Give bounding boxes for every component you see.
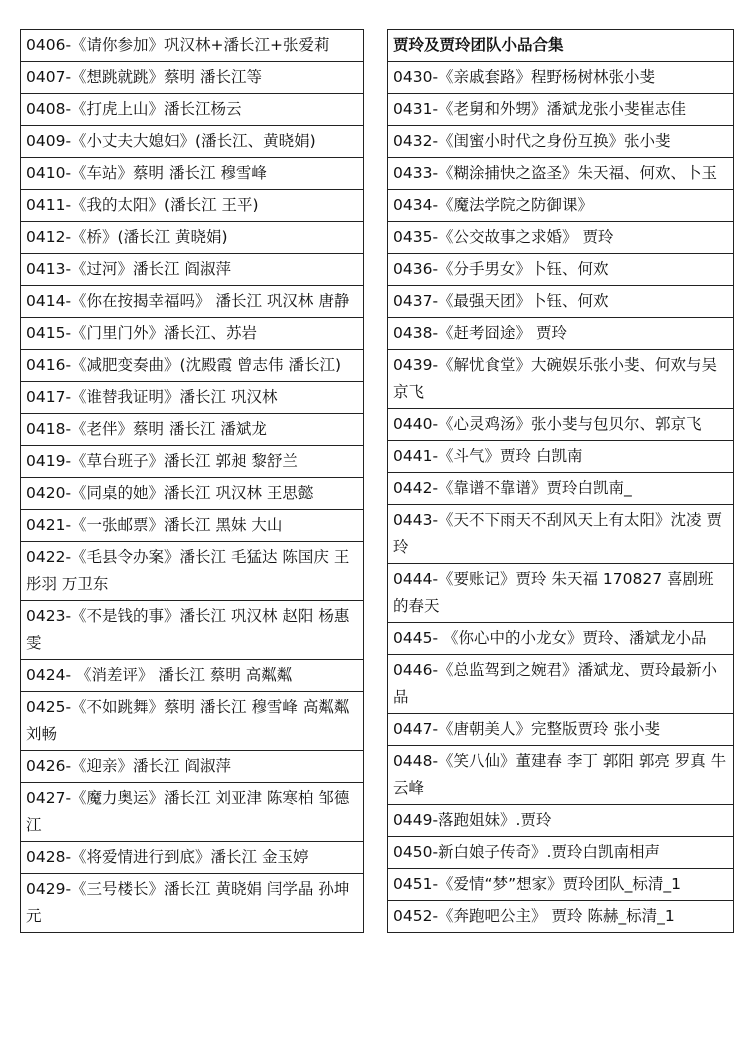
table-row — [388, 714, 734, 746]
list-item: 0436-《分手男女》卜钰、何欢 — [388, 254, 734, 286]
list-item: 0438-《赶考囧途》 贾玲 — [388, 318, 734, 350]
table-row — [21, 446, 364, 478]
table-row — [388, 441, 734, 473]
table-row — [21, 126, 364, 158]
table-row — [388, 94, 734, 126]
table-row — [21, 660, 364, 692]
list-item: 0429-《三号楼长》潘长江 黄晓娟 闫学晶 孙坤元 — [21, 874, 364, 933]
table-row — [388, 222, 734, 254]
table-row — [21, 382, 364, 414]
table-row — [388, 409, 734, 441]
list-item: 0445- 《你心中的小龙女》贾玲、潘斌龙小品 — [388, 623, 734, 655]
table-row — [388, 901, 734, 933]
table-row — [388, 623, 734, 655]
table-row — [21, 478, 364, 510]
table-row — [388, 190, 734, 222]
table-row — [21, 751, 364, 783]
list-item: 0416-《减肥变奏曲》(沈殿霞 曾志伟 潘长江) — [21, 350, 364, 382]
table-row — [388, 746, 734, 805]
list-item: 0426-《迎亲》潘长江 阎淑萍 — [21, 751, 364, 783]
table-row — [388, 869, 734, 901]
list-item: 0443-《天不下雨天不刮风天上有太阳》沈凌 贾玲 — [388, 505, 734, 564]
table-row — [388, 655, 734, 714]
left-list-body — [21, 30, 364, 933]
table-row — [21, 601, 364, 660]
section-title: 贾玲及贾玲团队小品合集 — [388, 30, 734, 62]
table-row — [21, 30, 364, 62]
table-row — [21, 254, 364, 286]
list-item: 0422-《毛县令办案》潘长江 毛猛达 陈国庆 王彤羽 万卫东 — [21, 542, 364, 601]
list-item: 0430-《亲戚套路》程野杨树林张小斐 — [388, 62, 734, 94]
table-row — [21, 190, 364, 222]
list-item: 0409-《小丈夫大媳妇》(潘长江、黄晓娟) — [21, 126, 364, 158]
list-item: 0427-《魔力奥运》潘长江 刘亚津 陈寒柏 邹德江 — [21, 783, 364, 842]
table-row — [388, 505, 734, 564]
list-item: 0423-《不是钱的事》潘长江 巩汉林 赵阳 杨惠雯 — [21, 601, 364, 660]
list-item: 0433-《糊涂捕快之盗圣》朱天福、何欢、卜玉 — [388, 158, 734, 190]
table-row — [388, 805, 734, 837]
list-item: 0447-《唐朝美人》完整版贾玲 张小斐 — [388, 714, 734, 746]
header-row — [388, 30, 734, 62]
right-list-table — [387, 29, 734, 933]
table-row — [21, 94, 364, 126]
list-item: 0439-《解忧食堂》大碗娱乐张小斐、何欢与吴京飞 — [388, 350, 734, 409]
left-list-table — [20, 29, 364, 933]
table-row — [21, 62, 364, 94]
table-row — [21, 222, 364, 254]
list-item: 0413-《过河》潘长江 阎淑萍 — [21, 254, 364, 286]
list-item: 0441-《斗气》贾玲 白凯南 — [388, 441, 734, 473]
list-item: 0410-《车站》蔡明 潘长江 穆雪峰 — [21, 158, 364, 190]
list-item: 0421-《一张邮票》潘长江 黑妹 大山 — [21, 510, 364, 542]
table-row — [388, 564, 734, 623]
list-item: 0411-《我的太阳》(潘长江 王平) — [21, 190, 364, 222]
list-item: 0448-《笑八仙》董建春 李丁 郭阳 郭亮 罗真 牛云峰 — [388, 746, 734, 805]
list-item: 0446-《总监驾到之婉君》潘斌龙、贾玲最新小品 — [388, 655, 734, 714]
table-row — [388, 286, 734, 318]
list-item: 0406-《请你参加》巩汉林+潘长江+张爱莉 — [21, 30, 364, 62]
table-row — [388, 350, 734, 409]
table-row — [21, 414, 364, 446]
table-row — [388, 837, 734, 869]
table-row — [21, 692, 364, 751]
table-row — [21, 842, 364, 874]
list-item: 0425-《不如跳舞》蔡明 潘长江 穆雪峰 高粼粼 刘畅 — [21, 692, 364, 751]
table-row — [21, 318, 364, 350]
list-item: 0452-《奔跑吧公主》 贾玲 陈赫_标清_1 — [388, 901, 734, 933]
list-item: 0418-《老伴》蔡明 潘长江 潘斌龙 — [21, 414, 364, 446]
list-item: 0440-《心灵鸡汤》张小斐与包贝尔、郭京飞 — [388, 409, 734, 441]
list-item: 0431-《老舅和外甥》潘斌龙张小斐崔志佳 — [388, 94, 734, 126]
list-item: 0451-《爱情“梦”想家》贾玲团队_标清_1 — [388, 869, 734, 901]
list-item: 0437-《最强天团》卜钰、何欢 — [388, 286, 734, 318]
list-item: 0420-《同桌的她》潘长江 巩汉林 王思懿 — [21, 478, 364, 510]
table-row — [388, 318, 734, 350]
list-item: 0407-《想跳就跳》蔡明 潘长江等 — [21, 62, 364, 94]
table-row — [388, 158, 734, 190]
list-item: 0428-《将爱情进行到底》潘长江 金玉婷 — [21, 842, 364, 874]
list-item: 0414-《你在按揭幸福吗》 潘长江 巩汉林 唐静 — [21, 286, 364, 318]
list-item: 0450-新白娘子传奇》.贾玲白凯南相声 — [388, 837, 734, 869]
list-item: 0415-《门里门外》潘长江、苏岩 — [21, 318, 364, 350]
table-row — [21, 874, 364, 933]
table-row — [388, 126, 734, 158]
table-row — [388, 254, 734, 286]
list-item: 0442-《靠谱不靠谱》贾玲白凯南_ — [388, 473, 734, 505]
table-row — [21, 510, 364, 542]
list-item: 0432-《闺蜜小时代之身份互换》张小斐 — [388, 126, 734, 158]
list-item: 0435-《公交故事之求婚》 贾玲 — [388, 222, 734, 254]
table-row — [21, 783, 364, 842]
list-item: 0434-《魔法学院之防御课》 — [388, 190, 734, 222]
list-item: 0419-《草台班子》潘长江 郭昶 黎舒兰 — [21, 446, 364, 478]
table-row — [388, 473, 734, 505]
list-item: 0449-落跑姐妹》.贾玲 — [388, 805, 734, 837]
table-row — [21, 286, 364, 318]
list-item: 0412-《桥》(潘长江 黄晓娟) — [21, 222, 364, 254]
table-row — [21, 350, 364, 382]
list-item: 0408-《打虎上山》潘长江杨云 — [21, 94, 364, 126]
table-row — [21, 158, 364, 190]
table-row — [388, 62, 734, 94]
right-list-body — [388, 30, 734, 933]
list-item: 0444-《要账记》贾玲 朱天福 170827 喜剧班的春天 — [388, 564, 734, 623]
list-item: 0424- 《消差评》 潘长江 蔡明 高粼粼 — [21, 660, 364, 692]
list-item: 0417-《谁替我证明》潘长江 巩汉林 — [21, 382, 364, 414]
table-row — [21, 542, 364, 601]
